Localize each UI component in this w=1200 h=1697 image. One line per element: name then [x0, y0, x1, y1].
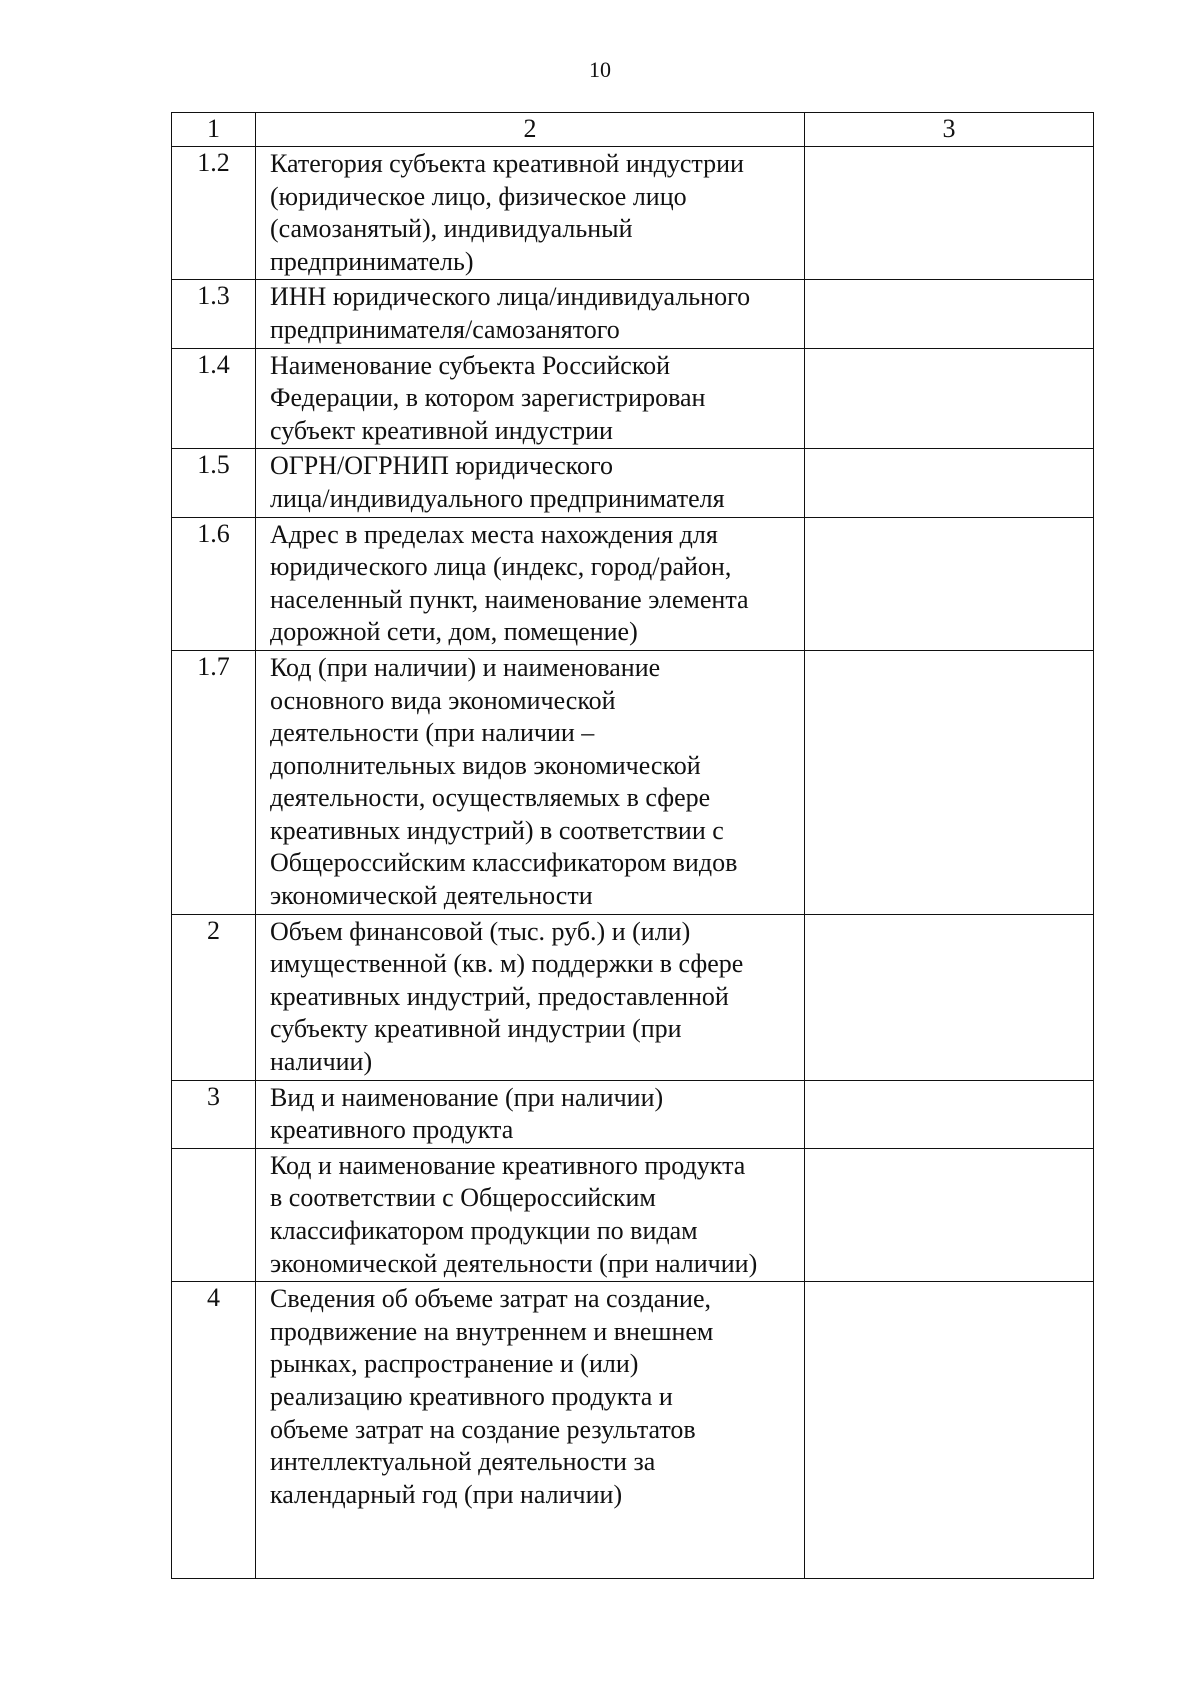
description-line: предприниматель) [270, 246, 474, 276]
description-line: классификатором продукции по видам [270, 1216, 698, 1245]
description-line: Общероссийским классификатором видов [270, 848, 738, 878]
row-description [256, 517, 805, 650]
description-line: Код и наименование креативного продукта [270, 1150, 746, 1180]
description-line: экономической деятельности [270, 881, 593, 911]
description-line: экономической деятельности (при наличии) [270, 1248, 758, 1278]
description-line: основного вида экономической [270, 685, 616, 715]
table-row [172, 1148, 1094, 1281]
description-line: креативного продукта [270, 1115, 514, 1145]
row-value-cell[interactable] [805, 280, 1094, 348]
row-value-cell[interactable] [805, 1148, 1094, 1281]
row-number: 1.5 [172, 449, 256, 517]
description-line: предпринимателя/самозанятого [270, 314, 620, 344]
description-line: имущественной (кв. м) поддержки в сфере [270, 949, 744, 979]
description-line: Вид и наименование (при наличии) [270, 1082, 664, 1112]
description-line: населенный пункт, наименование элемента [270, 584, 749, 614]
row-number: 1.2 [172, 147, 256, 280]
row-number: 1.7 [172, 650, 256, 914]
description-line: в соответствии с Общероссийским [270, 1183, 656, 1213]
description-line: юридического лица (индекс, город/район, [270, 552, 732, 582]
page-number: 10 [589, 57, 611, 82]
information-table [171, 112, 1094, 1579]
description-line: Сведения об объеме затрат на создание, [270, 1284, 711, 1314]
description-line: креативных индустрий) в соответствии с [270, 815, 724, 845]
description-line: Код (при наличии) и наименование [270, 652, 661, 682]
description-line: Адрес в пределах места нахождения для [270, 519, 718, 549]
row-value-cell[interactable] [805, 1080, 1094, 1148]
description-line: ОГРН/ОГРНИП юридического [270, 451, 613, 481]
row-value-cell[interactable] [805, 147, 1094, 280]
description-line: продвижение на внутреннем и внешнем [270, 1316, 714, 1346]
description-line: креативных индустрий, предоставленной [270, 981, 729, 1011]
row-description [256, 1282, 805, 1579]
description-line: интеллектуальной деятельности за [270, 1447, 656, 1477]
row-description [256, 280, 805, 348]
row-description [256, 650, 805, 914]
header-col-1: 1 [172, 113, 256, 147]
description-line: деятельности (при наличии – [270, 718, 595, 748]
row-value-cell[interactable] [805, 517, 1094, 650]
row-value-cell[interactable] [805, 1282, 1094, 1579]
description-line: Наименование субъекта Российской [270, 350, 671, 380]
description-line: деятельности, осуществляемых в сфере [270, 783, 711, 813]
description-line: Объем финансовой (тыс. руб.) и (или) [270, 916, 691, 946]
description-line: ИНН юридического лица/индивидуального [270, 282, 751, 312]
description-line: Федерации, в котором зарегистрирован [270, 383, 706, 413]
table-row [172, 449, 1094, 517]
description-line: дорожной сети, дом, помещение) [270, 617, 638, 647]
description-line: субъекту креативной индустрии (при [270, 1014, 682, 1044]
row-description [256, 914, 805, 1080]
description-line: наличии) [270, 1047, 373, 1077]
row-description [256, 449, 805, 517]
description-line: Категория субъекта креативной индустрии [270, 149, 744, 178]
table-row [172, 1080, 1094, 1148]
header-row [172, 113, 1094, 147]
description-line: лица/индивидуального предпринимателя [270, 483, 725, 513]
row-number [172, 1148, 256, 1281]
header-col-2: 2 [256, 113, 805, 147]
row-value-cell[interactable] [805, 348, 1094, 449]
table-row [172, 348, 1094, 449]
description-line: реализацию креативного продукта и [270, 1381, 673, 1411]
description-line: (юридическое лицо, физическое лицо [270, 181, 687, 211]
table-row [172, 650, 1094, 914]
description-line: объеме затрат на создание результатов [270, 1414, 696, 1444]
row-number: 1.3 [172, 280, 256, 348]
table-row [172, 280, 1094, 348]
table-row [172, 147, 1094, 280]
row-number: 2 [172, 914, 256, 1080]
row-number: 3 [172, 1080, 256, 1148]
row-description [256, 1080, 805, 1148]
description-line: календарный год (при наличии) [270, 1479, 623, 1509]
row-number: 1.6 [172, 517, 256, 650]
header-col-3: 3 [805, 113, 1094, 147]
row-value-cell[interactable] [805, 449, 1094, 517]
row-value-cell[interactable] [805, 914, 1094, 1080]
table-row [172, 517, 1094, 650]
row-description [256, 147, 805, 280]
row-description [256, 1148, 805, 1281]
row-number: 4 [172, 1282, 256, 1579]
description-line: дополнительных видов экономической [270, 750, 701, 780]
row-number: 1.4 [172, 348, 256, 449]
description-line: субъект креативной индустрии [270, 415, 613, 445]
row-value-cell[interactable] [805, 650, 1094, 914]
description-line: (самозанятый), индивидуальный [270, 214, 633, 244]
row-description [256, 348, 805, 449]
table-row [172, 914, 1094, 1080]
description-line: рынках, распространение и (или) [270, 1349, 639, 1379]
table-row [172, 1282, 1094, 1579]
